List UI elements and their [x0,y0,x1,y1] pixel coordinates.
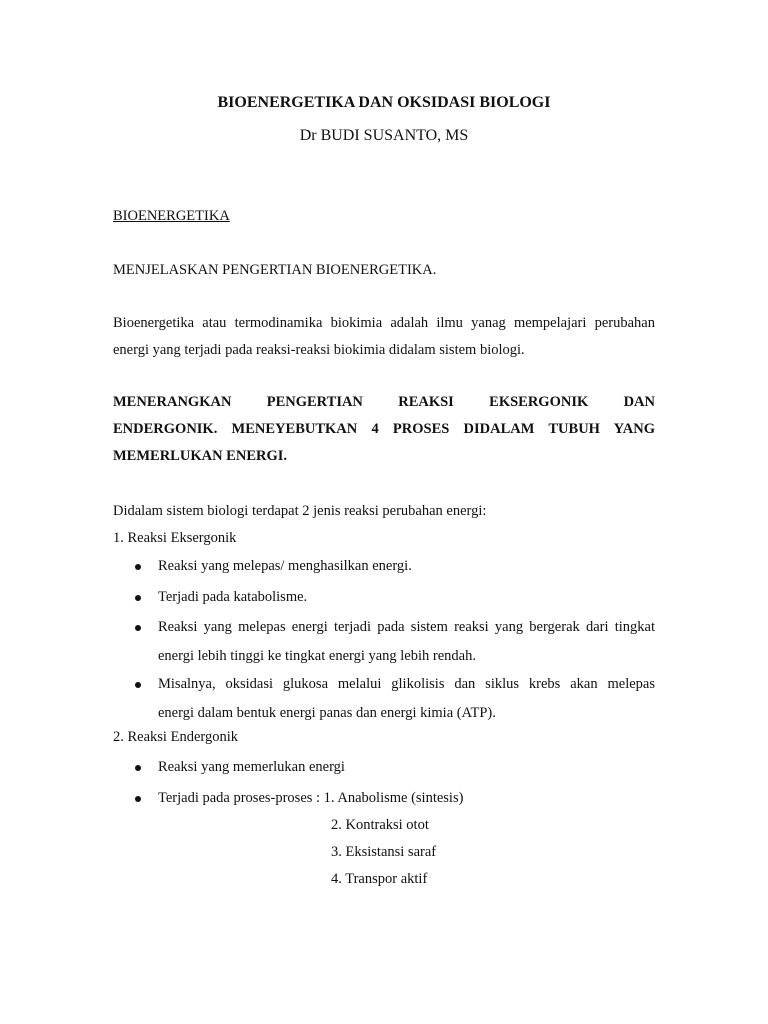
list-item-text: Terjadi pada katabolisme. [158,589,308,605]
section-heading: BIOENERGETIKA [113,208,230,224]
document-title: BIOENERGETIKA DAN OKSIDASI BIOLOGI [217,94,551,111]
list-item-text: Misalnya, oksidasi glukosa melalui glikolisis dan siklus krebs akan melepas [158,676,655,692]
subheading-line: ENDERGONIK. MENEYEBUTKAN 4 PROSES DIDALAM TUBUH YANG [113,421,655,437]
paragraph-line: energi yang terjadi pada reaksi-reaksi biokimia didalam sistem biologi. [113,342,525,358]
list-heading-exergonic: 1. Reaksi Eksergonik [113,530,237,546]
process-item: 4. Transpor aktif [331,871,428,887]
list-item-text: Reaksi yang memerlukan energi [158,759,345,775]
bullet-icon [135,595,141,601]
paragraph-definition [113,310,655,364]
process-item: 3. Eksistansi saraf [331,844,437,860]
list-item-text: energi dalam bentuk energi panas dan energi kimia (ATP). [158,705,496,721]
list-item-text: Terjadi pada proses-proses : 1. Anabolisme (sintesis) [158,790,464,806]
list-item-text: energi lebih tinggi ke tingkat energi yang lebih rendah. [158,648,476,664]
process-item: 2. Kontraksi otot [331,817,429,833]
subheading-line: MEMERLUKAN ENERGI. [113,448,288,464]
bullet-icon [135,625,141,631]
bullet-icon [135,765,141,771]
list-item-text: Reaksi yang melepas energi terjadi pada sistem reaksi yang bergerak dari tingkat [158,619,655,635]
list-item-text: Reaksi yang melepas/ menghasilkan energi. [158,558,412,574]
subheading-line: MENERANGKAN PENGERTIAN REAKSI EKSERGONIK DAN [113,394,655,410]
subheading-definition: MENJELASKAN PENGERTIAN BIOENERGETIKA. [113,262,437,278]
bullet-icon [135,796,141,802]
document-author: Dr BUDI SUSANTO, MS [299,127,469,144]
bullet-icon [135,564,141,570]
paragraph-line: Bioenergetika atau termodinamika biokimia adalah ilmu yanag mempelajari perubahan [113,315,655,331]
subheading-reactions [113,389,655,470]
intro-text: Didalam sistem biologi terdapat 2 jenis reaksi perubahan energi: [113,503,487,519]
list-heading-endergonic: 2. Reaksi Endergonik [113,729,238,745]
bullet-icon [135,682,141,688]
